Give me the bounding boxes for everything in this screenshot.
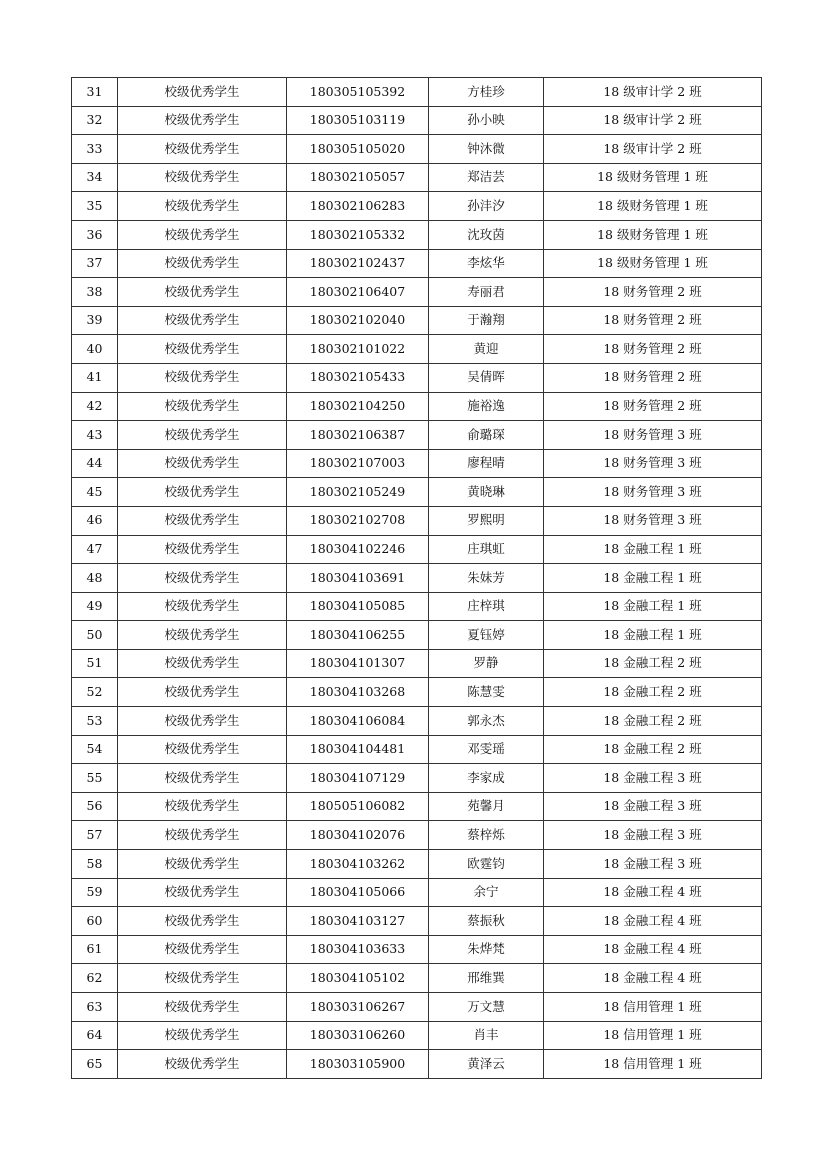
class-cell: 18 金融工程 4 班 xyxy=(544,907,762,936)
award-cell: 校级优秀学生 xyxy=(118,792,287,821)
row-number-cell: 43 xyxy=(72,421,118,450)
student-id-cell: 180304106255 xyxy=(287,621,429,650)
table-row xyxy=(72,907,762,936)
row-number-cell: 33 xyxy=(72,135,118,164)
award-cell: 校级优秀学生 xyxy=(118,1050,287,1079)
class-cell: 18 金融工程 3 班 xyxy=(544,850,762,879)
table-row xyxy=(72,478,762,507)
student-id-cell: 180304106084 xyxy=(287,707,429,736)
student-name-cell: 罗熙明 xyxy=(429,506,544,535)
student-name-cell: 朱烨梵 xyxy=(429,935,544,964)
row-number-cell: 65 xyxy=(72,1050,118,1079)
student-name-cell: 孙沣汐 xyxy=(429,192,544,221)
class-cell: 18 级审计学 2 班 xyxy=(544,135,762,164)
row-number-cell: 56 xyxy=(72,792,118,821)
table-row xyxy=(72,220,762,249)
class-cell: 18 财务管理 2 班 xyxy=(544,392,762,421)
student-id-cell: 180304103691 xyxy=(287,564,429,593)
student-name-cell: 苑馨月 xyxy=(429,792,544,821)
student-id-cell: 180302102040 xyxy=(287,306,429,335)
student-id-cell: 180304105102 xyxy=(287,964,429,993)
award-cell: 校级优秀学生 xyxy=(118,106,287,135)
award-cell: 校级优秀学生 xyxy=(118,535,287,564)
award-cell: 校级优秀学生 xyxy=(118,363,287,392)
student-name-cell: 吴倩晖 xyxy=(429,363,544,392)
award-cell: 校级优秀学生 xyxy=(118,1021,287,1050)
award-cell: 校级优秀学生 xyxy=(118,821,287,850)
student-name-cell: 庄梓琪 xyxy=(429,592,544,621)
student-id-cell: 180302105249 xyxy=(287,478,429,507)
award-cell: 校级优秀学生 xyxy=(118,649,287,678)
class-cell: 18 信用管理 1 班 xyxy=(544,993,762,1022)
award-cell: 校级优秀学生 xyxy=(118,935,287,964)
table-row xyxy=(72,735,762,764)
row-number-cell: 38 xyxy=(72,278,118,307)
row-number-cell: 35 xyxy=(72,192,118,221)
award-cell: 校级优秀学生 xyxy=(118,964,287,993)
table-row xyxy=(72,78,762,107)
student-id-cell: 180304103127 xyxy=(287,907,429,936)
student-name-cell: 欧霆钧 xyxy=(429,850,544,879)
student-id-cell: 180304102076 xyxy=(287,821,429,850)
award-cell: 校级优秀学生 xyxy=(118,878,287,907)
table-row xyxy=(72,993,762,1022)
row-number-cell: 60 xyxy=(72,907,118,936)
student-id-cell: 180304105066 xyxy=(287,878,429,907)
row-number-cell: 32 xyxy=(72,106,118,135)
award-cell: 校级优秀学生 xyxy=(118,192,287,221)
student-id-cell: 180304107129 xyxy=(287,764,429,793)
row-number-cell: 62 xyxy=(72,964,118,993)
student-name-cell: 蔡振秋 xyxy=(429,907,544,936)
class-cell: 18 金融工程 4 班 xyxy=(544,878,762,907)
student-name-cell: 李炫华 xyxy=(429,249,544,278)
row-number-cell: 41 xyxy=(72,363,118,392)
award-cell: 校级优秀学生 xyxy=(118,478,287,507)
class-cell: 18 金融工程 2 班 xyxy=(544,735,762,764)
table-row xyxy=(72,163,762,192)
student-id-cell: 180304103633 xyxy=(287,935,429,964)
student-id-cell: 180302105332 xyxy=(287,220,429,249)
table-row xyxy=(72,964,762,993)
student-id-cell: 180304101307 xyxy=(287,649,429,678)
student-id-cell: 180304103262 xyxy=(287,850,429,879)
row-number-cell: 50 xyxy=(72,621,118,650)
student-id-cell: 180302104250 xyxy=(287,392,429,421)
student-id-cell: 180505106082 xyxy=(287,792,429,821)
award-cell: 校级优秀学生 xyxy=(118,592,287,621)
class-cell: 18 金融工程 1 班 xyxy=(544,621,762,650)
table-row xyxy=(72,878,762,907)
row-number-cell: 55 xyxy=(72,764,118,793)
table-row xyxy=(72,421,762,450)
row-number-cell: 64 xyxy=(72,1021,118,1050)
row-number-cell: 39 xyxy=(72,306,118,335)
table-row xyxy=(72,278,762,307)
row-number-cell: 57 xyxy=(72,821,118,850)
table-row xyxy=(72,335,762,364)
student-id-cell: 180303105900 xyxy=(287,1050,429,1079)
class-cell: 18 财务管理 3 班 xyxy=(544,449,762,478)
row-number-cell: 36 xyxy=(72,220,118,249)
award-cell: 校级优秀学生 xyxy=(118,335,287,364)
student-name-cell: 黄晓琳 xyxy=(429,478,544,507)
class-cell: 18 财务管理 2 班 xyxy=(544,278,762,307)
student-name-cell: 寿丽君 xyxy=(429,278,544,307)
student-id-cell: 180305105020 xyxy=(287,135,429,164)
student-name-cell: 万文慧 xyxy=(429,993,544,1022)
student-name-cell: 沈玫茵 xyxy=(429,220,544,249)
student-id-cell: 180304104481 xyxy=(287,735,429,764)
student-award-table xyxy=(71,77,762,1079)
table-row xyxy=(72,535,762,564)
class-cell: 18 财务管理 3 班 xyxy=(544,478,762,507)
class-cell: 18 金融工程 2 班 xyxy=(544,707,762,736)
award-cell: 校级优秀学生 xyxy=(118,764,287,793)
award-cell: 校级优秀学生 xyxy=(118,678,287,707)
row-number-cell: 47 xyxy=(72,535,118,564)
student-name-cell: 黄迎 xyxy=(429,335,544,364)
table-row xyxy=(72,564,762,593)
class-cell: 18 财务管理 3 班 xyxy=(544,421,762,450)
student-id-cell: 180304103268 xyxy=(287,678,429,707)
student-name-cell: 蔡梓烁 xyxy=(429,821,544,850)
class-cell: 18 金融工程 3 班 xyxy=(544,792,762,821)
table-row xyxy=(72,850,762,879)
award-cell: 校级优秀学生 xyxy=(118,907,287,936)
student-name-cell: 施裕逸 xyxy=(429,392,544,421)
row-number-cell: 48 xyxy=(72,564,118,593)
student-name-cell: 夏钰婷 xyxy=(429,621,544,650)
student-id-cell: 180302106283 xyxy=(287,192,429,221)
student-name-cell: 钟沐微 xyxy=(429,135,544,164)
table-row xyxy=(72,935,762,964)
class-cell: 18 财务管理 3 班 xyxy=(544,506,762,535)
class-cell: 18 级财务管理 1 班 xyxy=(544,249,762,278)
table-row xyxy=(72,106,762,135)
class-cell: 18 金融工程 1 班 xyxy=(544,592,762,621)
table-row xyxy=(72,764,762,793)
table-row xyxy=(72,621,762,650)
table-row xyxy=(72,363,762,392)
student-id-cell: 180302105057 xyxy=(287,163,429,192)
student-name-cell: 李家成 xyxy=(429,764,544,793)
class-cell: 18 财务管理 2 班 xyxy=(544,335,762,364)
class-cell: 18 财务管理 2 班 xyxy=(544,363,762,392)
student-name-cell: 俞璐琛 xyxy=(429,421,544,450)
row-number-cell: 49 xyxy=(72,592,118,621)
student-id-cell: 180302107003 xyxy=(287,449,429,478)
row-number-cell: 42 xyxy=(72,392,118,421)
row-number-cell: 45 xyxy=(72,478,118,507)
student-id-cell: 180302102708 xyxy=(287,506,429,535)
table-body xyxy=(72,78,762,1079)
class-cell: 18 级财务管理 1 班 xyxy=(544,220,762,249)
class-cell: 18 信用管理 1 班 xyxy=(544,1050,762,1079)
student-id-cell: 180305105392 xyxy=(287,78,429,107)
table-row xyxy=(72,792,762,821)
award-cell: 校级优秀学生 xyxy=(118,449,287,478)
table-row xyxy=(72,678,762,707)
table-row xyxy=(72,135,762,164)
student-name-cell: 罗静 xyxy=(429,649,544,678)
table-row xyxy=(72,649,762,678)
class-cell: 18 级审计学 2 班 xyxy=(544,78,762,107)
class-cell: 18 金融工程 1 班 xyxy=(544,535,762,564)
table-row xyxy=(72,249,762,278)
award-cell: 校级优秀学生 xyxy=(118,564,287,593)
row-number-cell: 63 xyxy=(72,993,118,1022)
award-cell: 校级优秀学生 xyxy=(118,278,287,307)
student-name-cell: 廖程晴 xyxy=(429,449,544,478)
class-cell: 18 级财务管理 1 班 xyxy=(544,163,762,192)
class-cell: 18 金融工程 3 班 xyxy=(544,764,762,793)
student-name-cell: 陈慧雯 xyxy=(429,678,544,707)
class-cell: 18 金融工程 4 班 xyxy=(544,964,762,993)
award-cell: 校级优秀学生 xyxy=(118,135,287,164)
student-name-cell: 方桂珍 xyxy=(429,78,544,107)
award-cell: 校级优秀学生 xyxy=(118,220,287,249)
student-name-cell: 邢维巽 xyxy=(429,964,544,993)
student-name-cell: 黄泽云 xyxy=(429,1050,544,1079)
student-id-cell: 180302106407 xyxy=(287,278,429,307)
table-row xyxy=(72,1050,762,1079)
award-cell: 校级优秀学生 xyxy=(118,249,287,278)
award-cell: 校级优秀学生 xyxy=(118,163,287,192)
row-number-cell: 44 xyxy=(72,449,118,478)
table-row xyxy=(72,306,762,335)
class-cell: 18 金融工程 2 班 xyxy=(544,649,762,678)
class-cell: 18 金融工程 3 班 xyxy=(544,821,762,850)
student-name-cell: 余宁 xyxy=(429,878,544,907)
student-id-cell: 180304105085 xyxy=(287,592,429,621)
row-number-cell: 40 xyxy=(72,335,118,364)
student-id-cell: 180302101022 xyxy=(287,335,429,364)
student-id-cell: 180303106260 xyxy=(287,1021,429,1050)
award-cell: 校级优秀学生 xyxy=(118,78,287,107)
row-number-cell: 37 xyxy=(72,249,118,278)
table-row xyxy=(72,1021,762,1050)
student-id-cell: 180302105433 xyxy=(287,363,429,392)
table-row xyxy=(72,821,762,850)
award-cell: 校级优秀学生 xyxy=(118,621,287,650)
row-number-cell: 51 xyxy=(72,649,118,678)
table-row xyxy=(72,449,762,478)
award-cell: 校级优秀学生 xyxy=(118,735,287,764)
award-cell: 校级优秀学生 xyxy=(118,707,287,736)
student-name-cell: 邓雯瑶 xyxy=(429,735,544,764)
class-cell: 18 金融工程 2 班 xyxy=(544,678,762,707)
student-name-cell: 肖丰 xyxy=(429,1021,544,1050)
student-name-cell: 庄琪虹 xyxy=(429,535,544,564)
row-number-cell: 59 xyxy=(72,878,118,907)
student-id-cell: 180302106387 xyxy=(287,421,429,450)
student-name-cell: 朱妹芳 xyxy=(429,564,544,593)
class-cell: 18 级审计学 2 班 xyxy=(544,106,762,135)
row-number-cell: 31 xyxy=(72,78,118,107)
student-name-cell: 郭永杰 xyxy=(429,707,544,736)
student-name-cell: 于瀚翔 xyxy=(429,306,544,335)
class-cell: 18 信用管理 1 班 xyxy=(544,1021,762,1050)
class-cell: 18 级财务管理 1 班 xyxy=(544,192,762,221)
row-number-cell: 61 xyxy=(72,935,118,964)
student-id-cell: 180303106267 xyxy=(287,993,429,1022)
row-number-cell: 52 xyxy=(72,678,118,707)
row-number-cell: 53 xyxy=(72,707,118,736)
class-cell: 18 财务管理 2 班 xyxy=(544,306,762,335)
row-number-cell: 54 xyxy=(72,735,118,764)
student-id-cell: 180304102246 xyxy=(287,535,429,564)
table-row xyxy=(72,707,762,736)
award-cell: 校级优秀学生 xyxy=(118,993,287,1022)
student-name-cell: 郑洁芸 xyxy=(429,163,544,192)
award-cell: 校级优秀学生 xyxy=(118,421,287,450)
award-cell: 校级优秀学生 xyxy=(118,306,287,335)
row-number-cell: 34 xyxy=(72,163,118,192)
table-row xyxy=(72,592,762,621)
student-id-cell: 180305103119 xyxy=(287,106,429,135)
student-id-cell: 180302102437 xyxy=(287,249,429,278)
award-cell: 校级优秀学生 xyxy=(118,392,287,421)
table-row xyxy=(72,192,762,221)
award-cell: 校级优秀学生 xyxy=(118,850,287,879)
class-cell: 18 金融工程 4 班 xyxy=(544,935,762,964)
award-cell: 校级优秀学生 xyxy=(118,506,287,535)
class-cell: 18 金融工程 1 班 xyxy=(544,564,762,593)
table-row xyxy=(72,506,762,535)
student-name-cell: 孙小映 xyxy=(429,106,544,135)
table-row xyxy=(72,392,762,421)
row-number-cell: 46 xyxy=(72,506,118,535)
row-number-cell: 58 xyxy=(72,850,118,879)
